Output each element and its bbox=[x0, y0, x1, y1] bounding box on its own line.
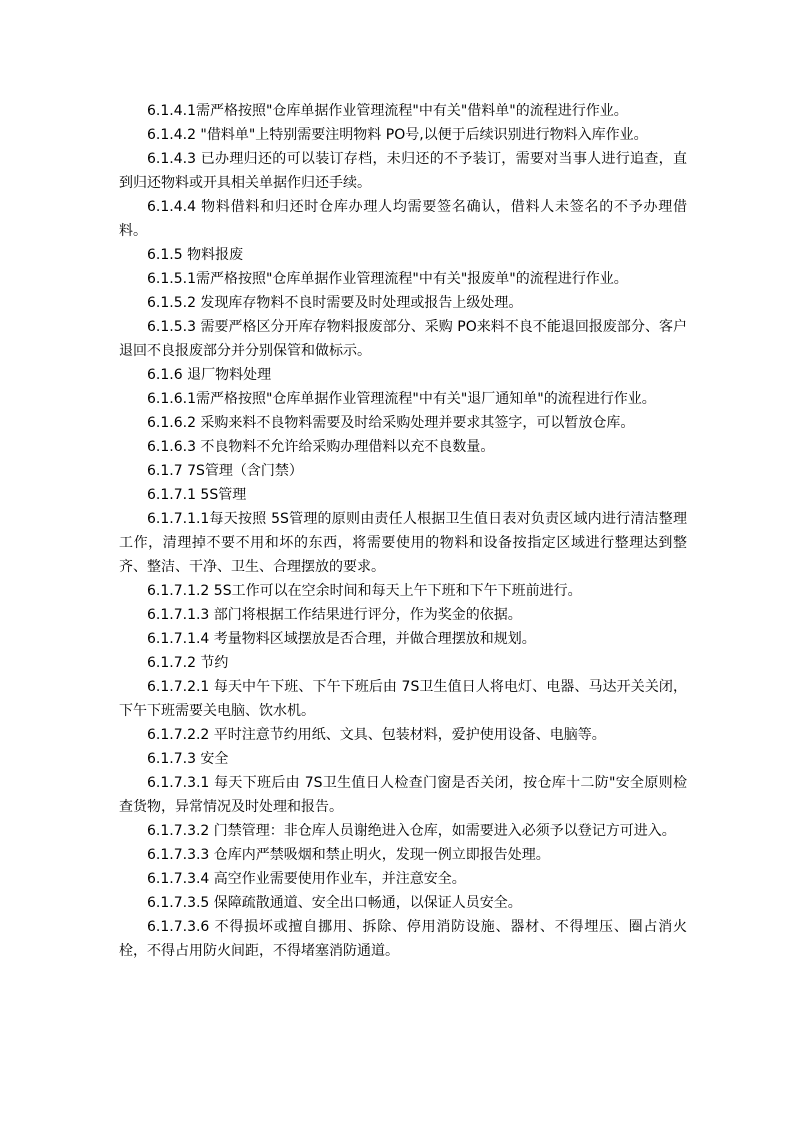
paragraph-6-1-7-3-5: 6.1.7.3.5 保障疏散通道、安全出口畅通，以保证人员安全。 bbox=[147, 895, 522, 911]
paragraph-6-1-7-1-2: 6.1.7.1.2 5S工作可以在空余时间和每天上午下班和下午下班前进行。 bbox=[147, 583, 582, 599]
section-heading-6-1-6: 6.1.6 退厂物料处理 bbox=[147, 367, 272, 383]
section-heading-6-1-7: 6.1.7 7S管理（含门禁） bbox=[147, 463, 303, 479]
section-heading-6-1-7-2: 6.1.7.2 节约 bbox=[147, 655, 229, 671]
paragraph-6-1-7-3-6: 6.1.7.3.6 不得损坏或擅自挪用、拆除、停用消防设施、器材、不得埋压、圈占消火栓，不得占用防火间距，不得堵塞消防通道。 bbox=[119, 919, 687, 959]
paragraph-6-1-7-3-2: 6.1.7.3.2 门禁管理：非仓库人员谢绝进入仓库，如需要进入必须予以登记方可进入。 bbox=[147, 823, 676, 839]
section-heading-6-1-7-1: 6.1.7.1 5S管理 bbox=[147, 487, 247, 503]
paragraph-6-1-4-4: 6.1.4.4 物料借料和归还时仓库办理人均需要签名确认，借料人未签名的不予办理借料。 bbox=[119, 199, 687, 239]
document-body bbox=[119, 99, 687, 963]
paragraph-6-1-4-2: 6.1.4.2 "借料单"上特别需要注明物料 PO号,以便于后续识别进行物料入库作业。 bbox=[147, 127, 648, 143]
paragraph-6-1-7-2-2: 6.1.7.2.2 平时注意节约用纸、文具、包装材料，爱护使用设备、电脑等。 bbox=[147, 727, 606, 743]
paragraph-6-1-4-1: 6.1.4.1需严格按照"仓库单据作业管理流程"中有关"借料单"的流程进行作业。 bbox=[147, 103, 628, 119]
paragraph-6-1-6-2: 6.1.6.2 采购来料不良物料需要及时给采购处理并要求其签字，可以暂放仓库。 bbox=[147, 415, 635, 431]
paragraph-6-1-7-3-4: 6.1.7.3.4 高空作业需要使用作业车，并注意安全。 bbox=[147, 871, 466, 887]
paragraph-6-1-5-3: 6.1.5.3 需要严格区分开库存物料报废部分、采购 PO来料不良不能退回报废部分、客户退回不良报废部分并分别保管和做标示。 bbox=[119, 319, 687, 359]
paragraph-6-1-7-3-3: 6.1.7.3.3 仓库内严禁吸烟和禁止明火，发现一例立即报告处理。 bbox=[147, 847, 550, 863]
paragraph-6-1-7-2-1: 6.1.7.2.1 每天中午下班、下午下班后由 7S卫生值日人将电灯、电器、马达开关关闭，下午下班需要关电脑、饮水机。 bbox=[119, 679, 687, 719]
paragraph-6-1-6-3: 6.1.6.3 不良物料不允许给采购办理借料以充不良数量。 bbox=[147, 439, 495, 455]
section-heading-6-1-7-3: 6.1.7.3 安全 bbox=[147, 751, 229, 767]
section-heading-6-1-5: 6.1.5 物料报废 bbox=[147, 247, 244, 263]
paragraph-6-1-7-3-1: 6.1.7.3.1 每天下班后由 7S卫生值日人检查门窗是否关闭，按仓库十二防"安全原则检查货物，异常情况及时处理和报告。 bbox=[119, 775, 687, 815]
paragraph-6-1-7-1-4: 6.1.7.1.4 考量物料区域摆放是否合理，并做合理摆放和规划。 bbox=[147, 631, 536, 647]
paragraph-6-1-7-1-3: 6.1.7.1.3 部门将根据工作结果进行评分，作为奖金的依据。 bbox=[147, 607, 522, 623]
paragraph-6-1-5-2: 6.1.5.2 发现库存物料不良时需要及时处理或报告上级处理。 bbox=[147, 295, 523, 311]
paragraph-6-1-7-1-1: 6.1.7.1.1每天按照 5S管理的原则由责任人根据卫生值日表对负责区域内进行清洁整理工作，清理掉不要不用和坏的东西，将需要使用的物料和设备按指定区域进行整理达到整齐、整洁、干净、卫生、合理摆放的要求。 bbox=[119, 511, 687, 575]
paragraph-6-1-4-3: 6.1.4.3 已办理归还的可以装订存档，未归还的不予装订，需要对当事人进行追查，直到归还物料或开具相关单据作归还手续。 bbox=[119, 151, 687, 191]
paragraph-6-1-6-1: 6.1.6.1需严格按照"仓库单据作业管理流程"中有关"退厂通知单"的流程进行作业。 bbox=[147, 391, 656, 407]
paragraph-6-1-5-1: 6.1.5.1需严格按照"仓库单据作业管理流程"中有关"报废单"的流程进行作业。 bbox=[147, 271, 628, 287]
